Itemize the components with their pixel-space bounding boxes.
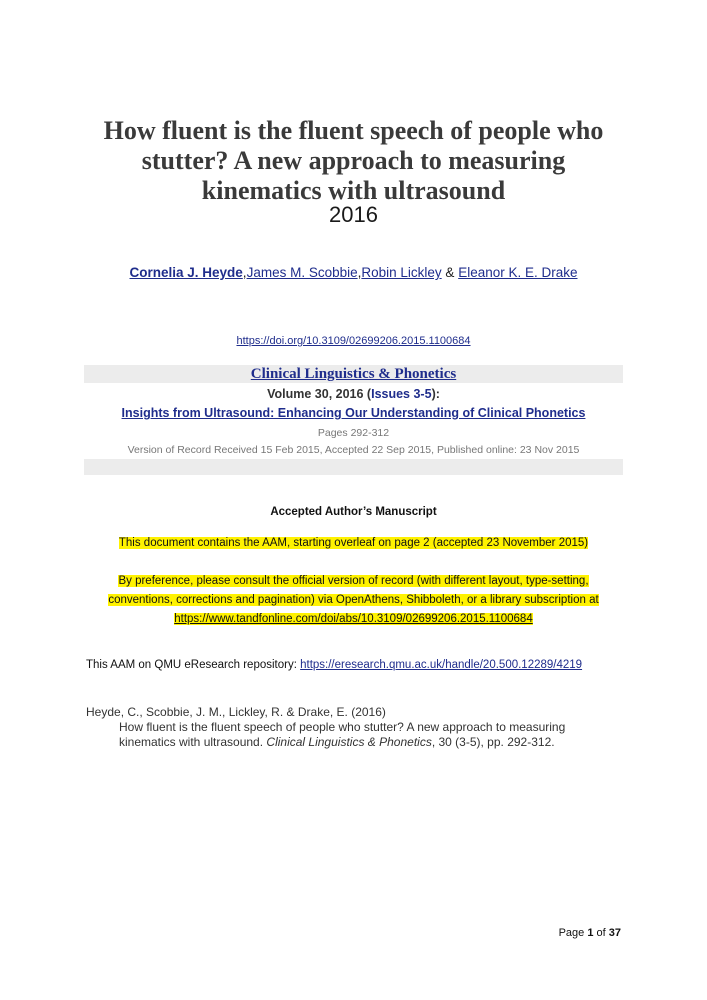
page-label: Page <box>558 927 588 939</box>
citation-title-end: kinematics with ultrasound. <box>119 735 267 749</box>
version-of-record-notice <box>90 572 617 629</box>
issues-link[interactable]: Issues 3-5 <box>371 387 432 401</box>
notice-line-1: By preference, please consult the official version of record (with different layout, type-setting, <box>118 575 589 587</box>
journal-link[interactable]: Clinical Linguistics & Phonetics <box>250 366 457 382</box>
special-issue-line <box>0 406 707 420</box>
repository-line <box>86 659 582 671</box>
volume-text: Volume 30, 2016 ( <box>267 387 372 401</box>
page-range: Pages 292-312 <box>317 427 390 439</box>
journal-name <box>0 366 707 383</box>
doi-link[interactable]: https://doi.org/10.3109/02699206.2015.1100684 <box>236 335 471 347</box>
special-issue-link[interactable]: Insights from Ultrasound: Enhancing Our Understanding of Clinical Phonetics <box>121 406 586 420</box>
publication-year: 2016 <box>329 202 378 227</box>
author-separator: , <box>242 265 247 280</box>
author-list <box>0 265 707 280</box>
repository-label: This AAM on QMU eResearch repository: <box>86 659 301 671</box>
aam-heading: Accepted Author’s Manuscript <box>270 506 437 518</box>
doi-line <box>0 335 707 347</box>
paper-title: How fluent is the fluent speech of people who stutter? A new approach to measuring kinematics with ultrasound <box>103 116 604 205</box>
tandfonline-link[interactable]: https://www.tandfonline.com/doi/abs/10.3109/02699206.2015.1100684 <box>174 613 533 625</box>
citation-block <box>86 705 606 750</box>
journal-band-bottom <box>84 459 623 475</box>
of-label: of <box>593 927 609 939</box>
author-separator: & <box>441 265 459 280</box>
author-link-scobbie[interactable]: James M. Scobbie <box>246 265 358 280</box>
aam-notice-text: This document contains the AAM, starting overleaf on page 2 (accepted 23 November 2015) <box>118 537 589 549</box>
aam-notice <box>0 537 707 549</box>
citation-journal: Clinical Linguistics & Phonetics <box>266 735 432 749</box>
notice-line-2: conventions, corrections and pagination) via OpenAthens, Shibboleth, or a library subscription at <box>108 594 599 606</box>
volume-line <box>0 387 707 401</box>
author-link-heyde[interactable]: Cornelia J. Heyde <box>129 265 243 280</box>
citation-source <box>86 735 606 750</box>
author-link-lickley[interactable]: Robin Lickley <box>361 265 442 280</box>
current-page: 1 <box>587 927 594 939</box>
author-separator: , <box>357 265 362 280</box>
author-link-drake[interactable]: Eleanor K. E. Drake <box>458 265 578 280</box>
citation-title: How fluent is the fluent speech of people who stutter? A new approach to measuring <box>119 720 566 734</box>
repository-link[interactable]: https://eresearch.qmu.ac.uk/handle/20.500.12289/4219 <box>300 659 583 671</box>
volume-suffix: ): <box>431 387 440 401</box>
page-number <box>559 927 621 939</box>
total-pages: 37 <box>608 927 621 939</box>
citation-authors: Heyde, C., Scobbie, J. M., Lickley, R. & Drake, E. (2016) <box>86 705 386 719</box>
citation-volume-pages: , 30 (3-5), pp. 292-312. <box>431 735 555 749</box>
record-dates: Version of Record Received 15 Feb 2015, Accepted 22 Sep 2015, Published online: 23 Nov 2015 <box>127 444 580 456</box>
